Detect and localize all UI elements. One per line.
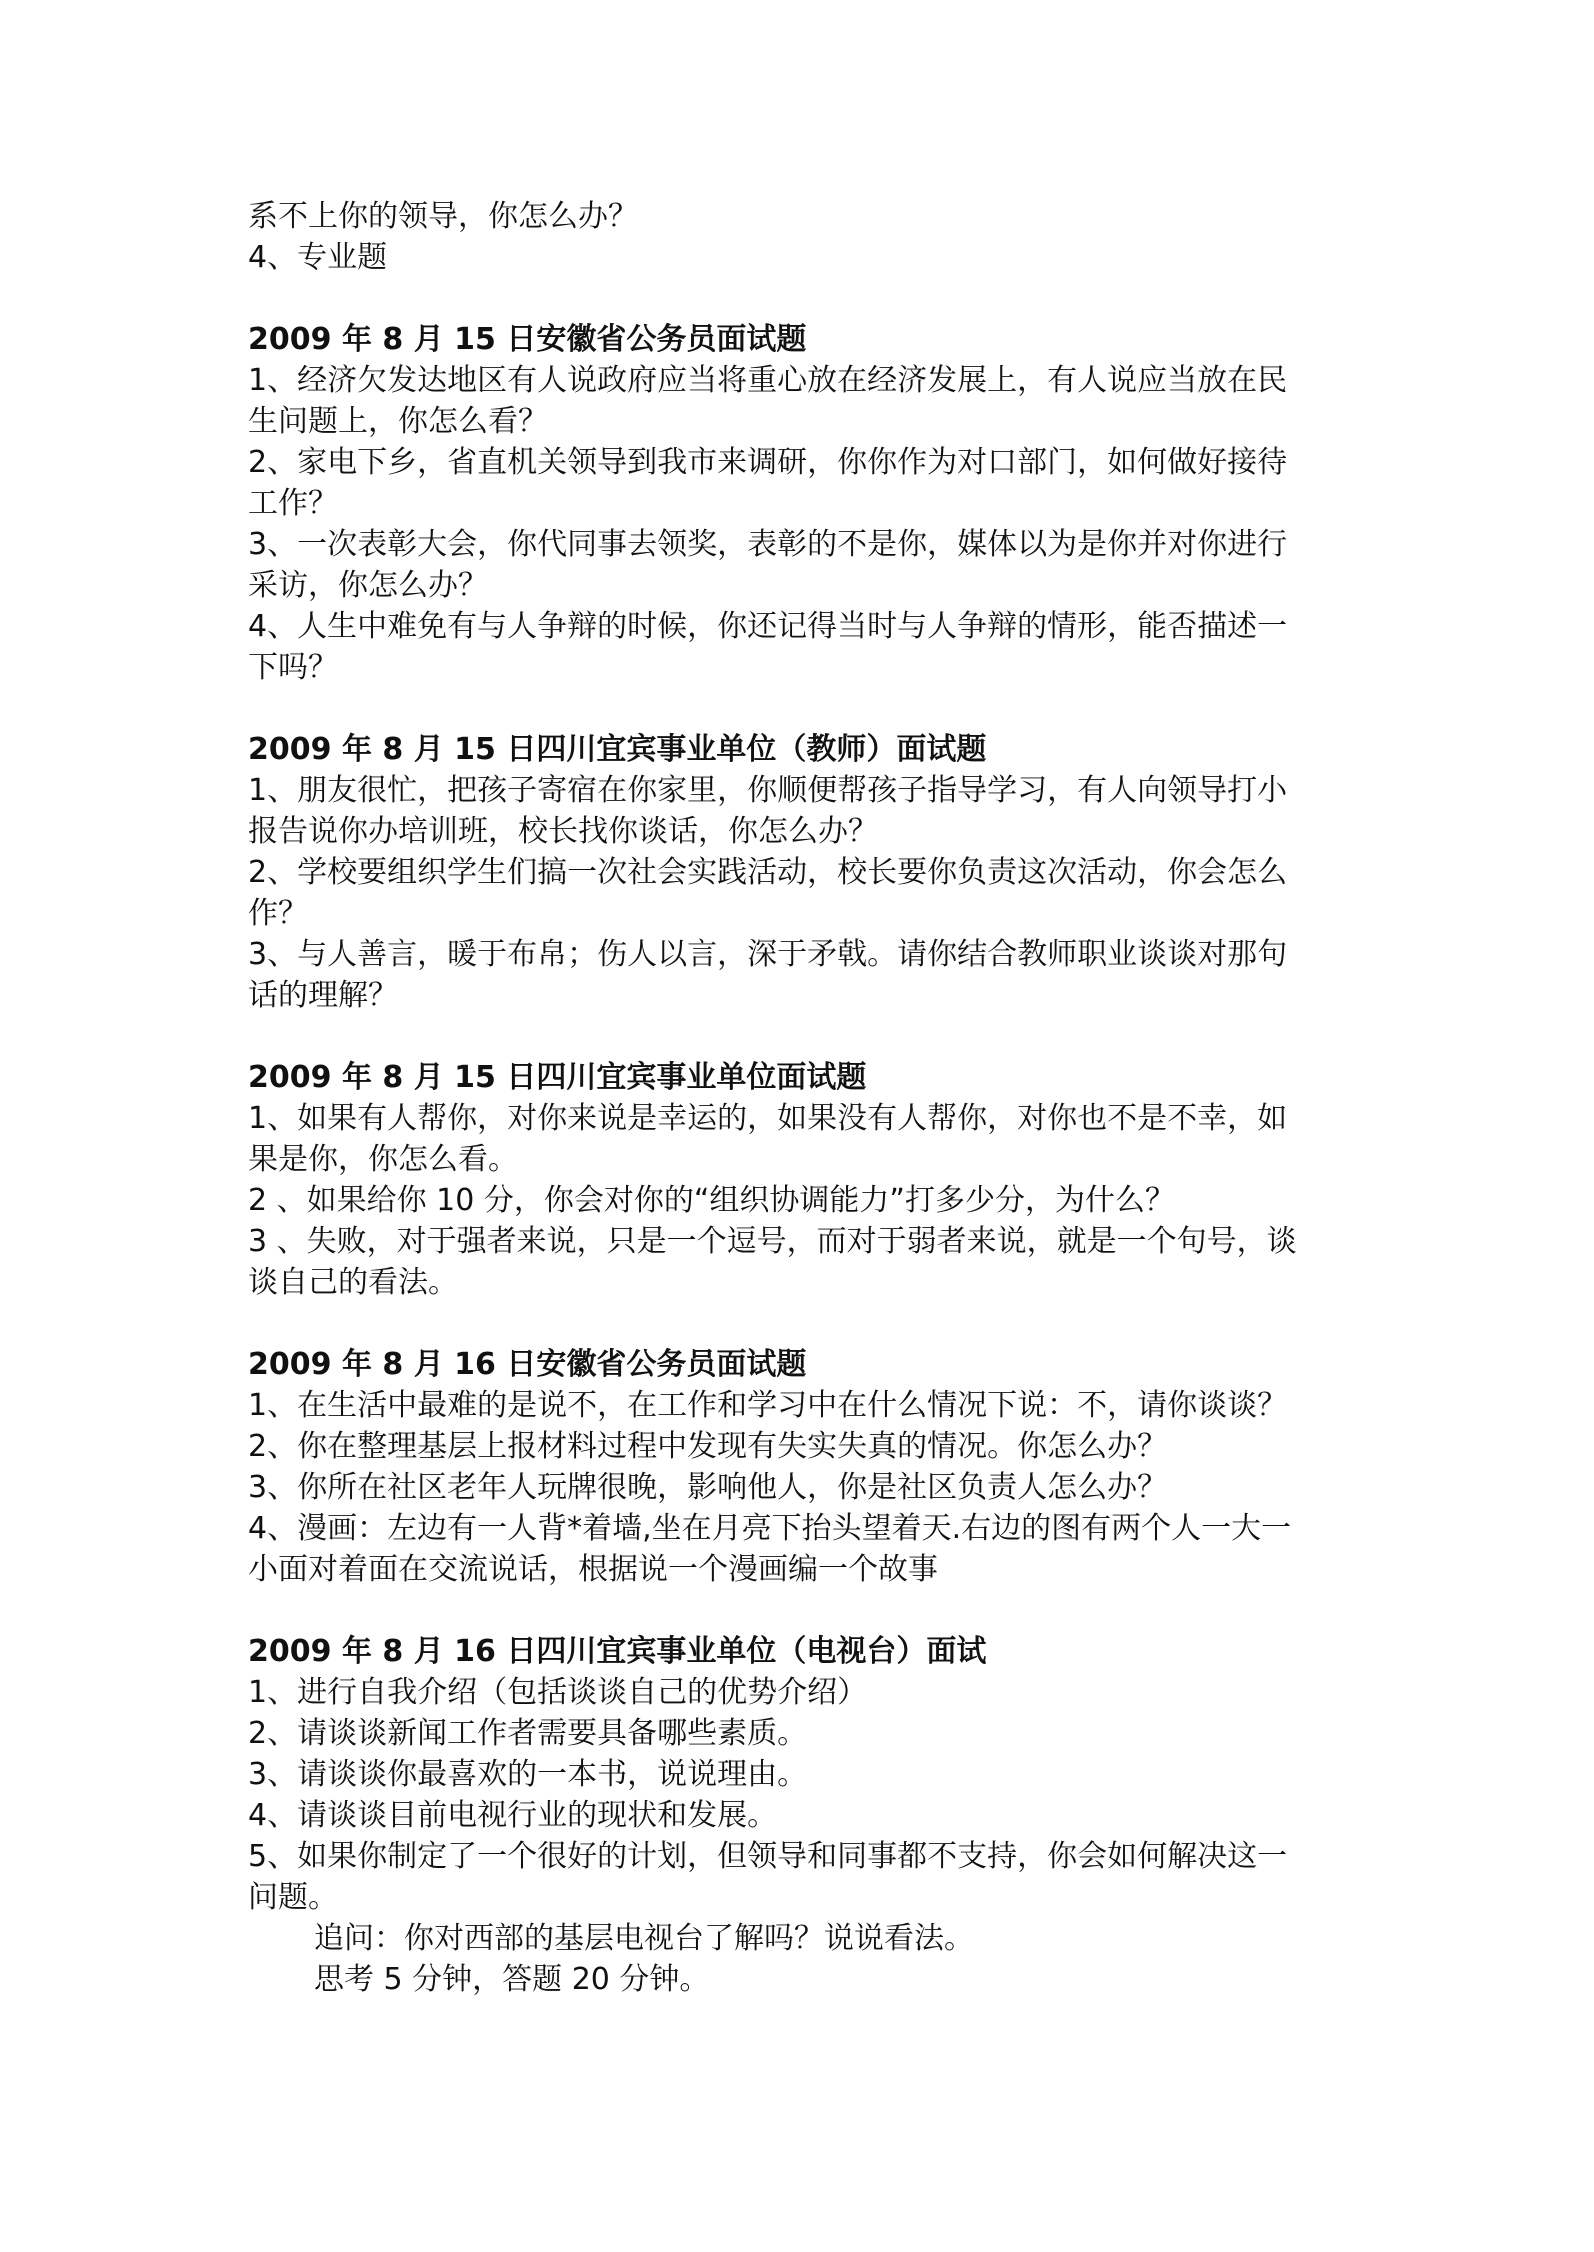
question-line: 2、你在整理基层上报材料过程中发现有失实失真的情况。你怎么办？ — [248, 1429, 1168, 1464]
question-line: 下吗？ — [248, 650, 338, 685]
question-line: 2、请谈谈新闻工作者需要具备哪些素质。 — [248, 1716, 808, 1751]
indented-note: 思考 5 分钟，答题 20 分钟。 — [314, 1962, 710, 1997]
intro-line: 系不上你的领导，你怎么办？ — [248, 199, 638, 234]
question-line: 1、在生活中最难的是说不，在工作和学习中在什么情况下说：不，请你谈谈？ — [248, 1388, 1288, 1423]
section-yibin-teacher-0815 — [248, 729, 1358, 1016]
question-line: 采访，你怎么办？ — [248, 568, 488, 603]
question-line: 3 、失败，对于强者来说，只是一个逗号，而对于弱者来说，就是一个句号，谈 — [248, 1224, 1297, 1259]
section-heading: 2009 年 8 月 15 日四川宜宾事业单位面试题 — [248, 1060, 867, 1095]
question-line: 3、你所在社区老年人玩牌很晚，影响他人，你是社区负责人怎么办？ — [248, 1470, 1168, 1505]
question-line: 3、一次表彰大会，你代同事去领奖，表彰的不是你，媒体以为是你并对你进行 — [248, 527, 1288, 562]
intro-line: 4、专业题 — [248, 240, 388, 275]
question-line: 报告说你办培训班，校长找你谈话，你怎么办？ — [248, 814, 878, 849]
question-line: 1、如果有人帮你，对你来说是幸运的，如果没有人帮你，对你也不是不幸，如 — [248, 1101, 1288, 1136]
question-line: 生问题上，你怎么看？ — [248, 404, 548, 439]
question-line: 1、经济欠发达地区有人说政府应当将重心放在经济发展上，有人说应当放在民 — [248, 363, 1288, 398]
section-spacer — [248, 1016, 1358, 1057]
question-line: 果是你，你怎么看。 — [248, 1142, 518, 1177]
section-yibin-0815 — [248, 1057, 1358, 1303]
question-line: 4、人生中难免有与人争辩的时候，你还记得当时与人争辩的情形，能否描述一 — [248, 609, 1288, 644]
section-heading: 2009 年 8 月 16 日四川宜宾事业单位（电视台）面试 — [248, 1634, 987, 1669]
indented-note: 追问：你对西部的基层电视台了解吗？说说看法。 — [314, 1921, 974, 1956]
question-line: 3、与人善言，暖于布帛；伤人以言，深于矛戟。请你结合教师职业谈谈对那句 — [248, 937, 1288, 972]
section-anhui-0815 — [248, 319, 1358, 688]
section-heading: 2009 年 8 月 15 日安徽省公务员面试题 — [248, 322, 807, 357]
question-line: 2 、如果给你 10 分，你会对你的“组织协调能力”打多少分，为什么？ — [248, 1183, 1175, 1218]
question-line: 1、朋友很忙，把孩子寄宿在你家里，你顺便帮孩子指导学习，有人向领导打小 — [248, 773, 1288, 808]
question-line: 小面对着面在交流说话，根据说一个漫画编一个故事 — [248, 1552, 938, 1587]
question-line: 工作？ — [248, 486, 338, 521]
question-line: 5、如果你制定了一个很好的计划，但领导和同事都不支持，你会如何解决这一 — [248, 1839, 1288, 1874]
question-line: 1、进行自我介绍（包括谈谈自己的优势介绍） — [248, 1675, 868, 1710]
question-line: 3、请谈谈你最喜欢的一本书，说说理由。 — [248, 1757, 808, 1792]
question-line: 4、漫画：左边有一人背*着墙,坐在月亮下抬头望着天.右边的图有两个人一大一 — [248, 1511, 1292, 1546]
section-spacer — [248, 1303, 1358, 1344]
section-heading: 2009 年 8 月 16 日安徽省公务员面试题 — [248, 1347, 807, 1382]
question-line: 2、学校要组织学生们搞一次社会实践活动，校长要你负责这次活动，你会怎么 — [248, 855, 1288, 890]
intro-block — [248, 196, 1358, 278]
question-line: 谈自己的看法。 — [248, 1265, 458, 1300]
section-anhui-0816 — [248, 1344, 1358, 1590]
document-body — [248, 196, 1358, 2000]
section-spacer — [248, 278, 1358, 319]
question-line: 话的理解？ — [248, 978, 398, 1013]
question-line: 作？ — [248, 896, 308, 931]
section-yibin-tv-0816 — [248, 1631, 1358, 2000]
section-spacer — [248, 1590, 1358, 1631]
question-line: 4、请谈谈目前电视行业的现状和发展。 — [248, 1798, 778, 1833]
section-heading: 2009 年 8 月 15 日四川宜宾事业单位（教师）面试题 — [248, 732, 987, 767]
question-line: 问题。 — [248, 1880, 338, 1915]
question-line: 2、家电下乡，省直机关领导到我市来调研，你你作为对口部门，如何做好接待 — [248, 445, 1288, 480]
section-spacer — [248, 688, 1358, 729]
